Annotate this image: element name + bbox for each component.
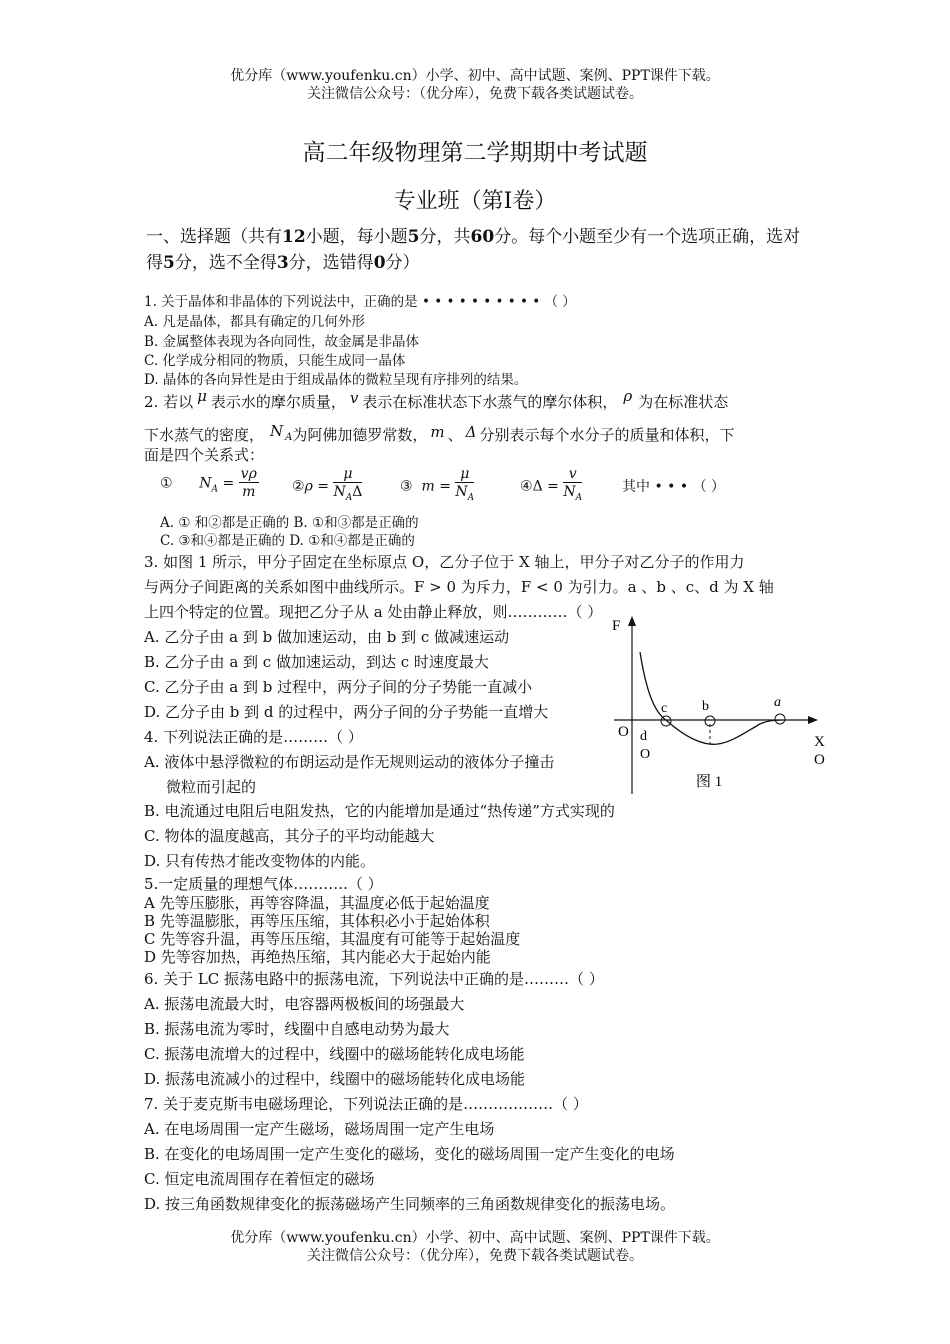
q6-option-d: D. 振荡电流减小的过程中，线圈中的磁场能转化成电场能 <box>144 1070 526 1088</box>
q5-option-c: C 先等容升温，再等压压缩，其温度有可能等于起始温度 <box>144 930 521 948</box>
q4-stem: 4. 下列说法正确的是………（ ） <box>144 728 363 746</box>
q1-option-a: A. 凡是晶体，都具有确定的几何外形 <box>144 314 365 330</box>
q3-option-b: B. 乙分子由 a 到 c 做加速运动，到达 c 时速度最大 <box>144 653 489 671</box>
q1-option-c: C. 化学成分相同的物质，只能生成同一晶体 <box>144 353 406 369</box>
q2-line-1: 2. 若以 μ 表示水的摩尔质量， v 表示在标准状态下水蒸气的摩尔体积， ρ 为在标准状态 <box>144 387 729 411</box>
q2-line-3: 面是四个关系式： <box>144 446 265 464</box>
q1-option-d: D. 晶体的各向异性是由于组成晶体的微粒呈现有序排列的结果。 <box>144 372 528 388</box>
q3-line-1: 3. 如图 1 所示，甲分子固定在坐标原点 O，乙分子位于 X 轴上，甲分子对乙分子的作用力 <box>144 553 745 571</box>
origin-label: O <box>618 724 629 740</box>
q5-option-a: A 先等压膨胀，再等容降温，其温度必低于起始温度 <box>144 894 490 912</box>
page-subtitle: 专业班（第Ⅰ卷） <box>393 189 557 214</box>
header-line-2: 关注微信公众号：（优分库），免费下载各类试题试卷。 <box>307 86 643 102</box>
q7-option-b: B. 在变化的电场周围一定产生变化的磁场，变化的磁场周围一定产生变化的电场 <box>144 1145 675 1163</box>
formula-3: ③ m = $\frac{\mu}{N_A}$ <box>400 466 475 503</box>
q3-line-3: 上四个特定的位置。现把乙分子从 a 处由静止释放，则…………（ ） <box>144 603 603 621</box>
footer-line-2: 关注微信公众号：（优分库），免费下载各类试题试卷。 <box>307 1248 643 1264</box>
section-instructions: 一、选择题（共有12小题，每小题5分，共60分。每个小题至少有一个选项正确，选对得5分，选不全得3分，选错得0分） <box>146 227 801 273</box>
page-title: 高二年级物理第二学期期中考试题 <box>302 140 648 166</box>
q3-line-2: 与两分子间距离的关系如图中曲线所示。F > 0 为斥力，F < 0 为引力。a 、b 、c、d 为 X 轴 <box>144 578 774 596</box>
q5-option-d: D 先等容加热，再绝热压缩，其内能必大于起始内能 <box>144 948 491 966</box>
q6-stem: 6. 关于 LC 振荡电路中的振荡电流，下列说法中正确的是………（ ） <box>144 970 604 988</box>
q6-option-b: B. 振荡电流为零时，线圈中自感电动势为最大 <box>144 1020 450 1038</box>
q2-line-2: 下水蒸气的密度， N $_A$为阿佛加德罗常数， m 、 Δ 分别表示每个水分子的质量和体积，下 <box>144 422 735 444</box>
footer-line-1: 优分库（www.youfenku.cn）小学、初中、高中试题、案例、PPT课件下载。 <box>230 1230 720 1246</box>
q4-option-a-line-2: 微粒而引起的 <box>166 778 257 796</box>
figure-1-force-curve <box>600 612 840 802</box>
force-curve <box>640 652 782 744</box>
point-c-marker <box>661 716 671 726</box>
q7-option-c: C. 恒定电流周围存在着恒定的磁场 <box>144 1170 375 1188</box>
x-axis-o-label: O <box>814 752 825 768</box>
f-axis-arrow-icon <box>628 616 636 626</box>
q4-option-a-line-1: A. 液体中悬浮微粒的布朗运动是作无规则运动的液体分子撞击 <box>144 753 555 771</box>
q4-option-b: B. 电流通过电阻后电阻发热，它的内能增加是通过“热传递”方式实现的 <box>144 802 615 820</box>
q2-tail: 其中 • • • （ ） <box>622 479 726 495</box>
q7-stem: 7. 关于麦克斯韦电磁场理论，下列说法正确的是………………（ ） <box>144 1095 588 1113</box>
x-axis-arrow-icon <box>808 716 818 724</box>
formula-2: ②ρ = $\frac{\mu}{N_A\Delta}$ <box>292 466 363 503</box>
point-d-o-label: O <box>640 747 651 762</box>
q7-option-a: A. 在电场周围一定产生磁场，磁场周围一定产生电场 <box>144 1120 495 1138</box>
point-b-label: b <box>702 699 709 714</box>
q3-option-c: C. 乙分子由 a 到 b 过程中，两分子间的分子势能一直减小 <box>144 678 533 696</box>
q1-option-b: B. 金属整体表现为各向同性，故金属是非晶体 <box>144 334 420 350</box>
q2-options-cd: C. ③和④都是正确的 D. ①和④都是正确的 <box>160 533 415 549</box>
point-d-label: d <box>640 729 647 744</box>
q7-option-d: D. 按三角函数规律变化的振荡磁场产生同频率的三角函数规律变化的振荡电场。 <box>144 1195 676 1213</box>
formula-1: ① $N_A$ = $\frac{v\rho}{m}$ <box>160 466 257 500</box>
q2-options-ab: A. ① 和②都是正确的 B. ①和③都是正确的 <box>160 515 419 531</box>
point-a-marker <box>775 714 785 724</box>
formula-4: ④Δ = $\frac{v}{N_A}$ <box>520 466 583 503</box>
figure-caption: 图 1 <box>696 774 723 790</box>
q3-option-a: A. 乙分子由 a 到 b 做加速运动，由 b 到 c 做减速运动 <box>144 628 510 646</box>
q1-stem: 1. 关于晶体和非晶体的下列说法中，正确的是 • • • • • • • • • • （ ） <box>144 294 576 310</box>
point-c-label: c <box>661 701 668 716</box>
q4-option-d: D. 只有传热才能改变物体的内能。 <box>144 852 376 870</box>
x-axis-label: X <box>814 734 825 750</box>
header-line-1: 优分库（www.youfenku.cn）小学、初中、高中试题、案例、PPT课件下载。 <box>230 68 720 84</box>
q5-option-b: B 先等温膨胀，再等压压缩，其体积必小于起始体积 <box>144 912 490 930</box>
q4-option-c: C. 物体的温度越高，其分子的平均动能越大 <box>144 827 435 845</box>
f-axis-label: F <box>612 618 621 634</box>
q6-option-c: C. 振荡电流增大的过程中，线圈中的磁场能转化成电场能 <box>144 1045 525 1063</box>
q5-stem: 5.一定质量的理想气体………..（ ） <box>144 875 383 893</box>
point-a-label: a <box>774 695 781 710</box>
q6-option-a: A. 振荡电流最大时，电容器两极板间的场强最大 <box>144 995 465 1013</box>
q3-option-d: D. 乙分子由 b 到 d 的过程中，两分子间的分子势能一直增大 <box>144 703 549 721</box>
